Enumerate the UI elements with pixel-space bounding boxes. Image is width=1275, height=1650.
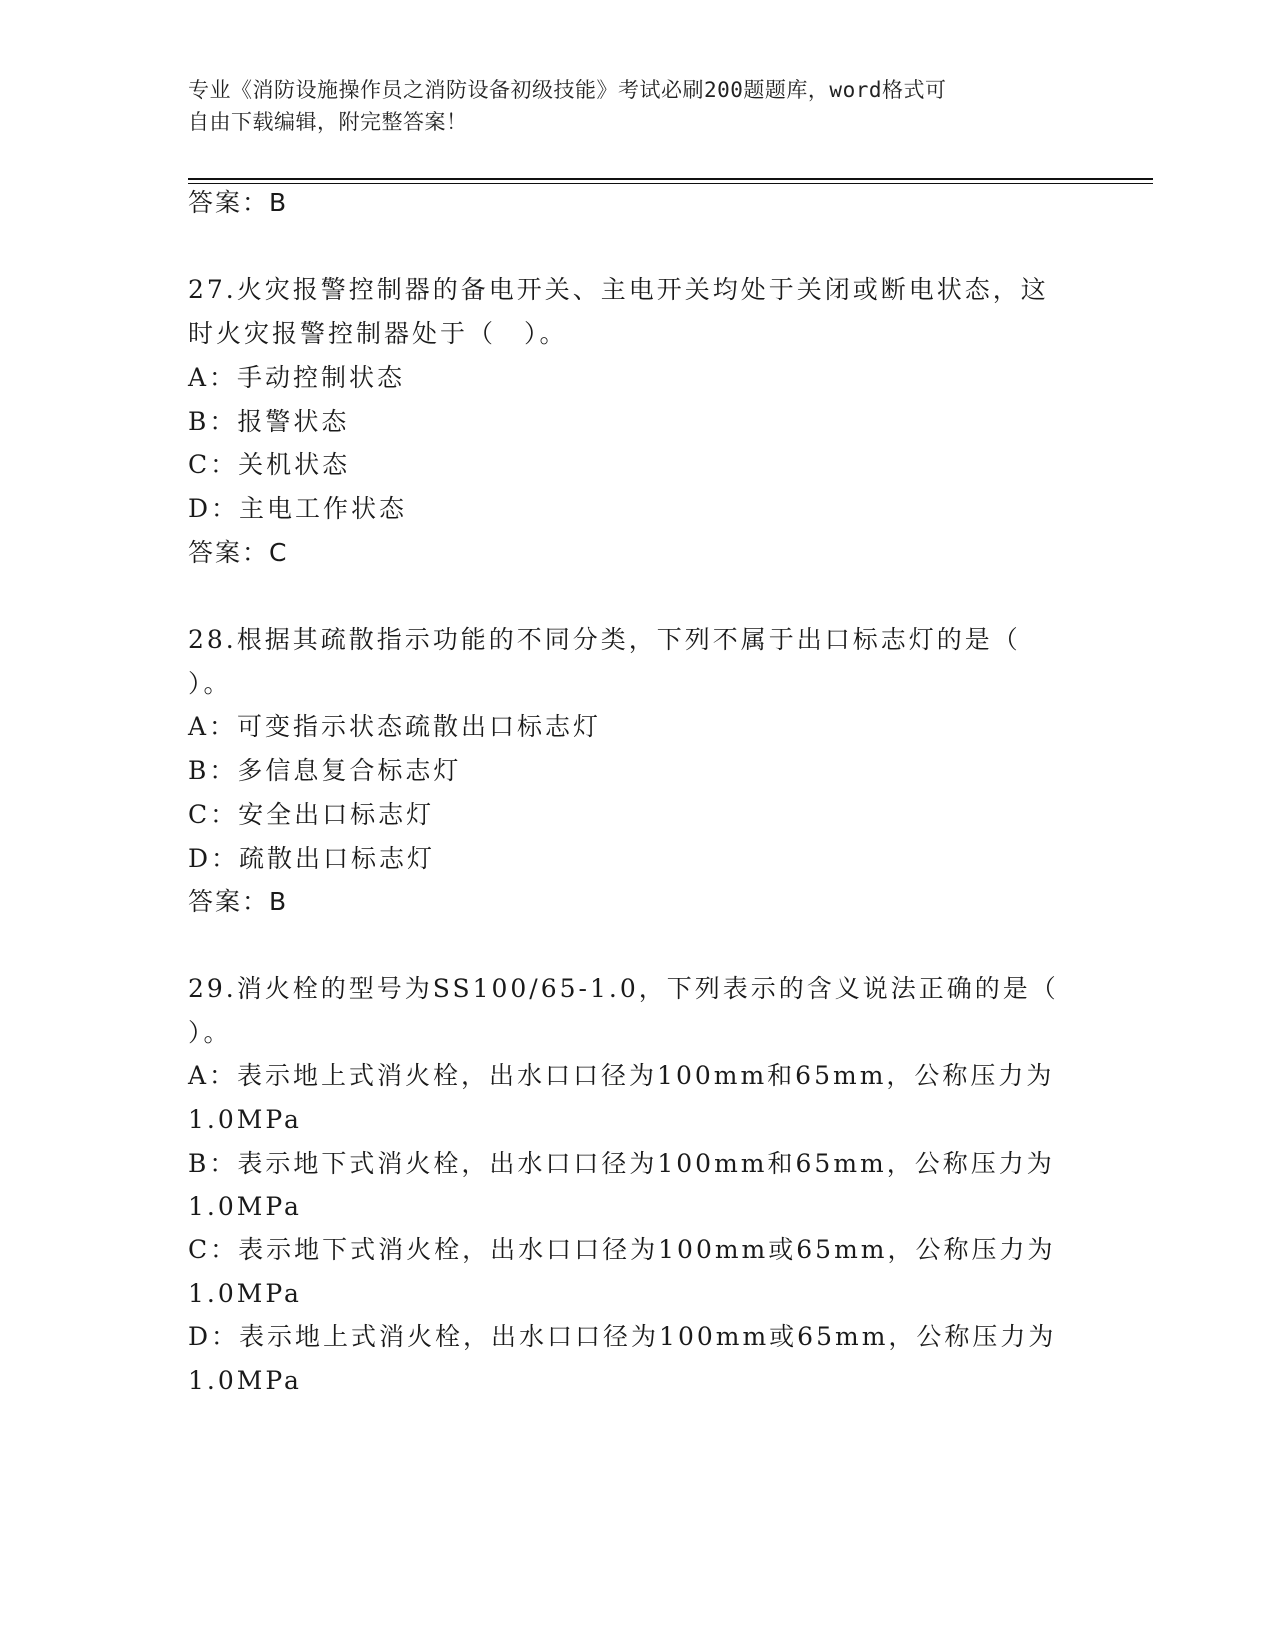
option-a: A：表示地上式消火栓，出水口口径为100mm和65mm，公称压力为 (188, 1061, 1055, 1090)
question-stem: 27.火灾报警控制器的备电开关、主电开关均处于关闭或断电状态，这 (188, 275, 1049, 304)
option-d: D：表示地上式消火栓，出水口口径为100mm或65mm，公称压力为 (188, 1322, 1057, 1351)
option-d: D：主电工作状态 (188, 494, 408, 523)
option-d: D：疏散出口标志灯 (188, 844, 436, 873)
header-divider (188, 178, 1153, 180)
option-a: A：手动控制状态 (188, 363, 406, 392)
answer-label: 答案：C (188, 538, 289, 567)
header-divider-thin (188, 183, 1153, 184)
question-stem: 28.根据其疏散指示功能的不同分类，下列不属于出口标志灯的是（ (188, 625, 1021, 654)
option-b-continued: 1.0MPa (188, 1192, 302, 1221)
question-stem: 29.消火栓的型号为SS100/65-1.0，下列表示的含义说法正确的是（ (188, 974, 1059, 1003)
question-stem: 时火灾报警控制器处于（ ）。 (188, 319, 568, 348)
question-stem: ）。 (188, 1018, 232, 1047)
option-b: B：多信息复合标志灯 (188, 756, 462, 785)
header-line-1: 专业《消防设施操作员之消防设备初级技能》考试必刷200题题库，word格式可 (188, 78, 947, 102)
option-b: B：报警状态 (188, 407, 350, 436)
answer-label: 答案：B (188, 188, 289, 217)
option-a: A：可变指示状态疏散出口标志灯 (188, 712, 602, 741)
option-c: C：表示地下式消火栓，出水口口径为100mm或65mm，公称压力为 (188, 1235, 1056, 1264)
document-header (188, 74, 1068, 138)
option-b: B：表示地下式消火栓，出水口口径为100mm和65mm，公称压力为 (188, 1149, 1055, 1178)
option-c: C：安全出口标志灯 (188, 800, 435, 829)
option-c-continued: 1.0MPa (188, 1279, 302, 1308)
answer-label: 答案：B (188, 887, 289, 916)
header-line-2: 自由下载编辑，附完整答案！ (188, 110, 468, 134)
option-d-continued: 1.0MPa (188, 1366, 302, 1395)
question-stem: ）。 (188, 669, 232, 698)
option-a-continued: 1.0MPa (188, 1105, 302, 1134)
option-c: C：关机状态 (188, 450, 351, 479)
